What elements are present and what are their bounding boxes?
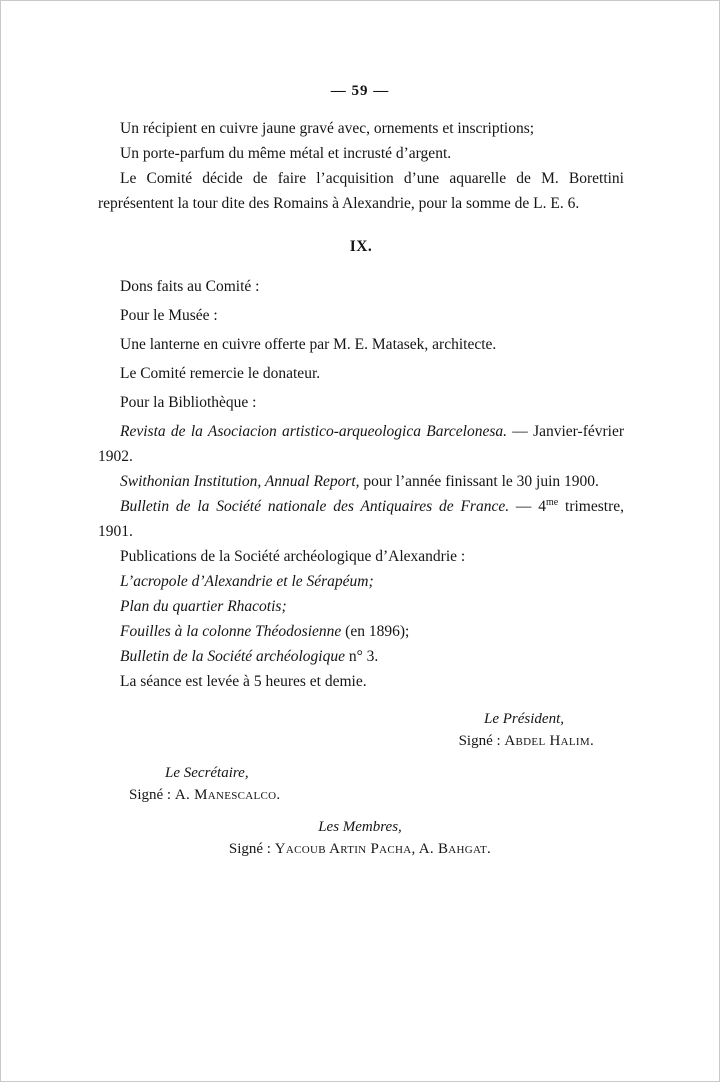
paragraph-bulletin-antiquaires — [98, 494, 624, 544]
section-heading: IX. — [349, 238, 373, 255]
paragraph-dons: Dons faits au Comité : — [120, 278, 260, 295]
publication-title-bulletin3: Bulletin de la Société archéologique — [120, 648, 345, 665]
paragraph-comite-decide: Le Comité décide de faire l’acquisition d’une aquarelle de M. Borettini représentent la tour dite des Romains à Alexandrie, pour la somme de L. E. 6. — [98, 170, 624, 212]
paragraph-recipient: Un récipient en cuivre jaune gravé avec, ornements et inscriptions; — [120, 120, 535, 137]
publication-plan: Plan du quartier Rhacotis; — [120, 598, 287, 615]
membres-names: Yacoub Artin Pacha, A. Bahgat. — [274, 841, 492, 857]
paragraph-swithonian — [98, 469, 624, 494]
page-content — [1, 116, 719, 694]
paragraph-revista — [98, 419, 624, 469]
paragraph-publications: Publications de la Société archéologique d’Alexandrie : — [120, 548, 466, 565]
journal-title-revista: Revista de la Asociacion artistico-arqueologica Barcelonesa. — [120, 423, 508, 440]
signature-line-membres — [229, 841, 491, 857]
signature-title-secretaire: Le Secrétaire, — [165, 765, 249, 781]
text-segment: trimestre, 1901. — [98, 498, 624, 540]
signe-label: Signé : — [129, 787, 172, 803]
paragraph-seance: La séance est levée à 5 heures et demie. — [120, 673, 367, 690]
text-segment: n° 3. — [344, 648, 379, 665]
signature-secretaire — [1, 762, 719, 806]
secretaire-name: A. Manescalco. — [174, 787, 281, 803]
text-segment: — Janvier-février 1902. — [98, 423, 624, 465]
publication-fouilles — [98, 619, 624, 644]
ordinal-superscript: me — [545, 496, 559, 508]
page-number: — 59 — — [330, 83, 390, 99]
signature-president — [1, 708, 719, 752]
publication-acropole: L’acropole d’Alexandrie et le Sérapéum; — [120, 573, 374, 590]
signe-label: Signé : — [458, 733, 501, 749]
signature-membres — [1, 816, 719, 860]
signature-line-secretaire — [129, 787, 280, 803]
signature-title-membres: Les Membres, — [318, 819, 402, 835]
signatures-block — [1, 708, 719, 860]
signe-label: Signé : — [228, 841, 271, 857]
paragraph-lanterne: Une lanterne en cuivre offerte par M. E. Matasek, architecte. — [120, 336, 497, 353]
publication-title-fouilles: Fouilles à la colonne Théodosienne — [120, 623, 342, 640]
signature-line-president — [459, 733, 594, 749]
president-name: Abdel Halim. — [504, 733, 594, 749]
paragraph-bibliotheque: Pour la Bibliothèque : — [120, 394, 257, 411]
paragraph-musee: Pour le Musée : — [120, 307, 218, 324]
signature-title-president: Le Président, — [484, 711, 564, 727]
publication-bulletin-3 — [98, 644, 624, 669]
journal-title-swithonian: Swithonian Institution, Annual Report, — [120, 473, 360, 490]
paragraph-porte-parfum: Un porte-parfum du même métal et incrusté d’argent. — [120, 145, 452, 162]
text-segment: pour l’année finissant le 30 juin 1900. — [359, 473, 599, 490]
paragraph-remercie: Le Comité remercie le donateur. — [120, 365, 321, 382]
journal-title-bulletin: Bulletin de la Société nationale des Antiquaires de France. — [120, 498, 510, 515]
text-segment: (en 1896); — [341, 623, 410, 640]
text-segment: — 4 — [509, 498, 546, 515]
